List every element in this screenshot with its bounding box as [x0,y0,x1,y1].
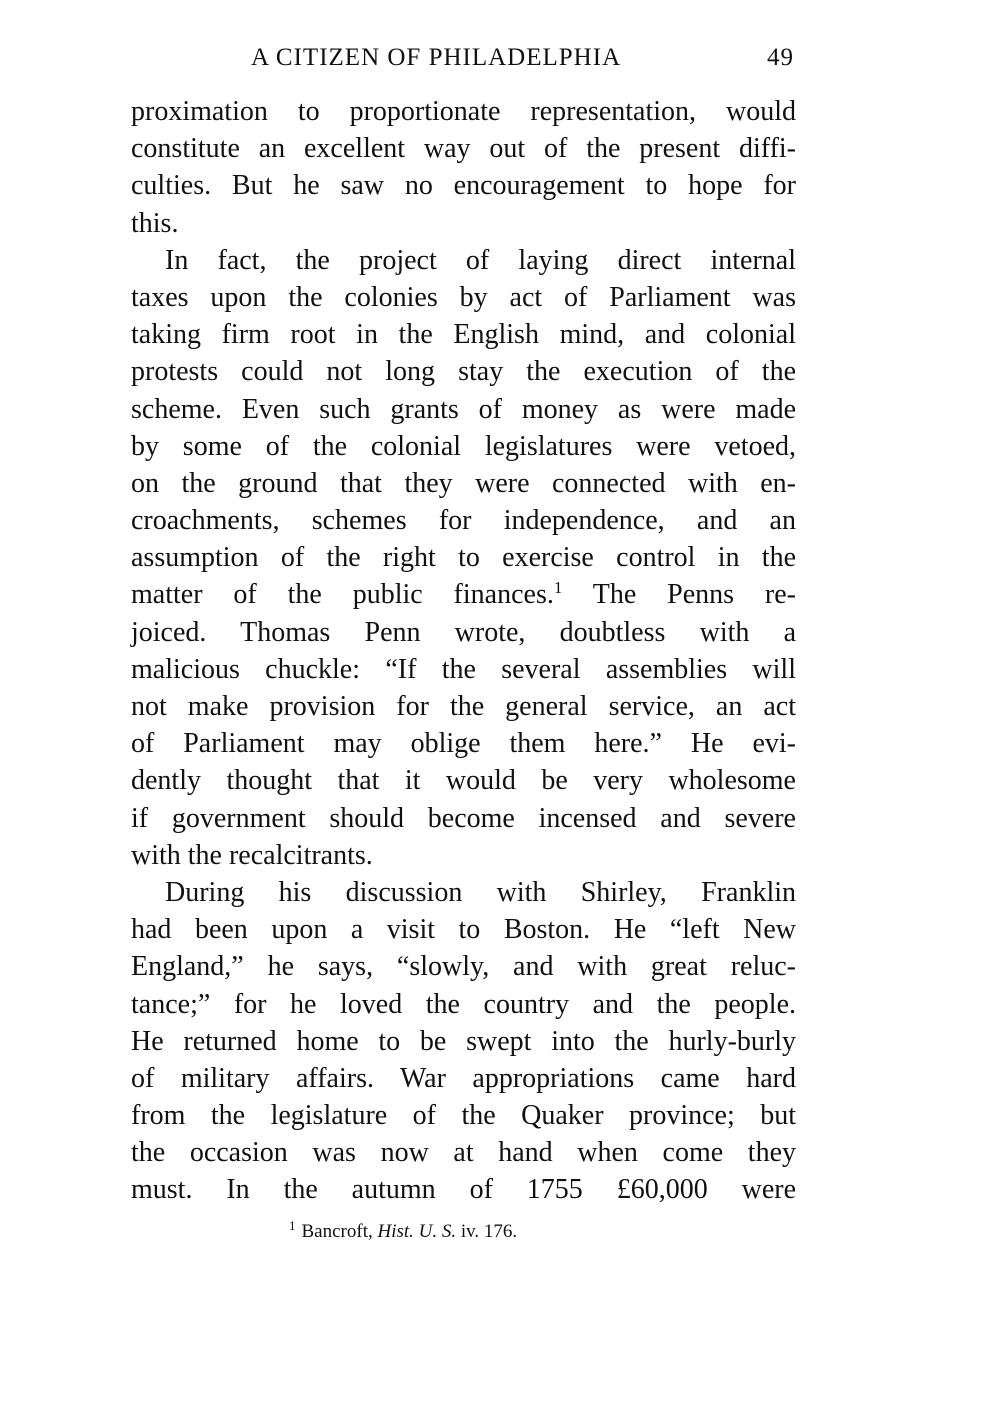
text-line: constitute an excellent way out of the present diffi- [131,133,796,165]
footnote-location: iv. 176. [460,1221,518,1242]
text-line: protests could not long stay the execution of the [131,356,796,388]
text-line: the occasion was now at hand when come they [131,1137,796,1169]
text-line: from the legislature of the Quaker province; but [131,1100,796,1132]
text-line: of military affairs. War appropriations came hard [131,1062,796,1094]
text-line: England,” he says, “slowly, and with great reluc- [131,951,796,983]
text-line: dently thought that it would be very wholesome [131,765,796,797]
text-line: assumption of the right to exercise control in the [131,542,796,574]
text-line: culties. But he saw no encouragement to hope for [131,170,796,202]
text-line: tance;” for he loved the country and the people. [131,988,796,1020]
text-line: joiced. Thomas Penn wrote, doubtless with a [131,616,796,648]
paragraph-1 [131,93,796,242]
text-line: He returned home to be swept into the hurly-burly [131,1025,796,1057]
text-line: if government should become incensed and severe [131,802,796,834]
text-line: croachments, schemes for independence, and an [131,505,796,537]
running-title: A CITIZEN OF PHILADELPHIA [251,44,622,71]
text-line: In fact, the project of laying direct internal [165,244,796,276]
body-text [131,93,796,1209]
footnote-marker: 1 [553,578,563,598]
text-line: taxes upon the colonies by act of Parliament was [131,281,796,313]
text-line: scheme. Even such grants of money as were made [131,393,796,425]
text-line: this. [131,207,179,239]
footnote-work: Hist. U. S. [377,1221,457,1242]
footnote-author: Bancroft, [301,1221,373,1242]
footnote-number: 1 [289,1218,296,1233]
text-line: malicious chuckle: “If the several assemblies will [131,653,796,685]
text-line: proximation to proportionate representation, would [131,96,796,127]
text-line: not make provision for the general service, an act [131,691,796,722]
running-header [131,40,796,76]
text-line: had been upon a visit to Boston. He “left New [131,914,796,946]
text-line: taking firm root in the English mind, and colonial [131,319,796,351]
text-line-with-footnote [131,576,796,613]
paragraph-2 [131,242,796,874]
page-number: 49 [767,44,794,71]
line-text: matter of the public finances. [131,579,554,611]
line-text-continued: The Penns re- [562,579,797,611]
paragraph-3 [131,874,796,1209]
footnote [289,1218,517,1243]
text-line: During his discussion with Shirley, Franklin [165,876,796,908]
text-line: with the recalcitrants. [131,839,373,871]
text-line: of Parliament may oblige them here.” He evi- [131,728,796,760]
text-line: must. In the autumn of 1755 £60,000 were [131,1174,796,1206]
text-line: by some of the colonial legislatures were vetoed, [131,430,796,462]
text-line: on the ground that they were connected with en- [131,467,796,499]
